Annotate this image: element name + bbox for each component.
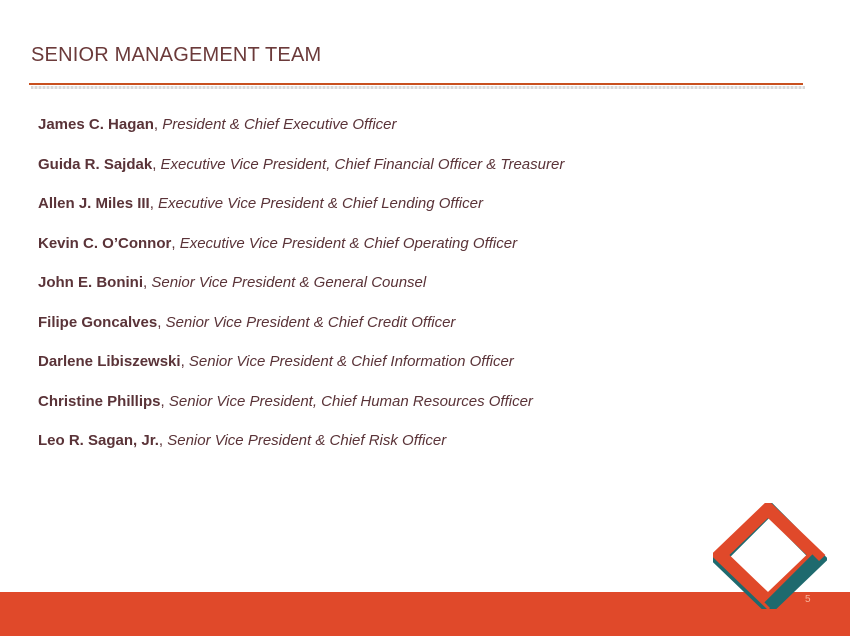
slide-title: SENIOR MANAGEMENT TEAM	[31, 44, 322, 66]
member-separator: ,	[152, 155, 161, 173]
member-separator: ,	[171, 234, 180, 252]
member-separator: ,	[160, 392, 169, 410]
member-name: Kevin C. O’Connor	[38, 234, 172, 252]
member-title: Senior Vice President & General Counsel	[151, 274, 427, 291]
title-underline-shadow	[31, 86, 805, 89]
member-title: Senior Vice President & Chief Credit Officer	[165, 313, 456, 331]
member-name: John E. Bonini	[38, 274, 143, 291]
member-title: Executive Vice President & Chief Operating Officer	[179, 234, 518, 252]
logo-orange-diamond	[720, 509, 816, 601]
member-title: Senior Vice President & Chief Information Officer	[188, 353, 514, 370]
team-member	[38, 432, 564, 472]
member-separator: ,	[180, 353, 189, 370]
member-separator: ,	[157, 313, 166, 331]
member-name: Christine Phillips	[38, 392, 161, 410]
title-underline	[29, 83, 803, 85]
member-name: Allen J. Miles III	[38, 195, 150, 212]
member-title: Senior Vice President, Chief Human Resources Officer	[168, 392, 533, 410]
team-member	[38, 156, 564, 196]
member-title: Executive Vice President & Chief Lending Officer	[158, 195, 483, 212]
member-name: James C. Hagan	[38, 116, 154, 133]
management-team-list	[38, 116, 564, 472]
member-name: Leo R. Sagan, Jr.	[38, 432, 159, 449]
member-name: Guida R. Sajdak	[38, 155, 153, 173]
member-separator: ,	[158, 432, 168, 449]
team-member	[38, 393, 564, 433]
member-separator: ,	[143, 274, 152, 291]
page-number: 5	[805, 594, 811, 605]
team-member	[38, 235, 564, 275]
team-member	[38, 274, 564, 314]
member-name: Darlene Libiszewski	[38, 353, 181, 370]
member-name: Filipe Goncalves	[38, 313, 158, 331]
member-title: President & Chief Executive Officer	[162, 116, 397, 133]
member-separator: ,	[153, 116, 163, 133]
member-title: Executive Vice President, Chief Financial Officer & Treasurer	[160, 155, 565, 173]
team-member	[38, 195, 564, 235]
member-separator: ,	[149, 195, 159, 212]
team-member	[38, 116, 564, 156]
team-member	[38, 314, 564, 354]
member-title: Senior Vice President & Chief Risk Officer	[167, 432, 447, 449]
team-member	[38, 353, 564, 393]
